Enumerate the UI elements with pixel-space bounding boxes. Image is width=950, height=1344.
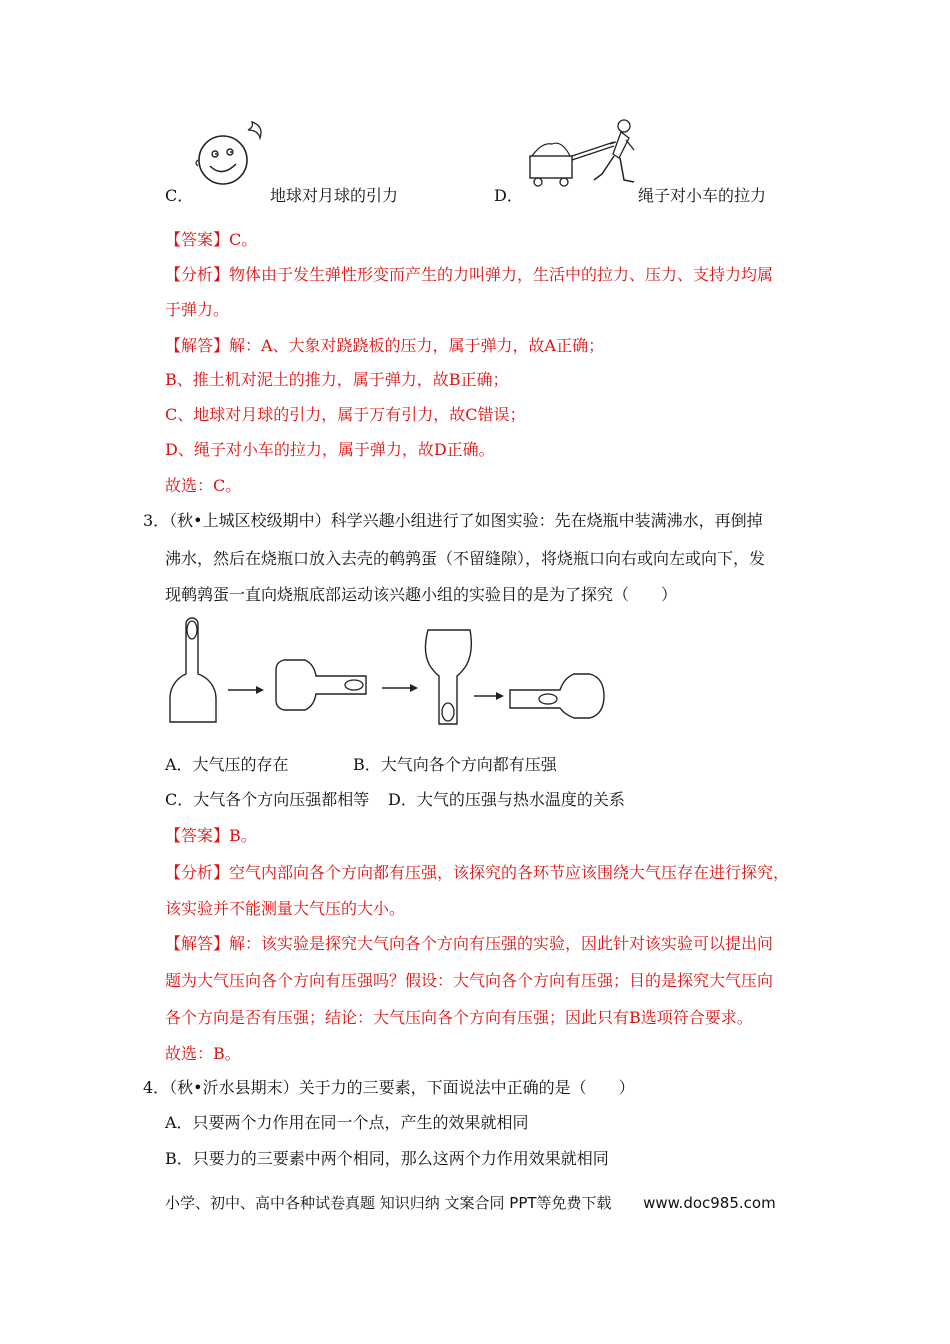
q2-solution-line: 故选：C。 [165,476,242,495]
q3-stem-line: 现鹌鹑蛋一直向烧瓶底部运动该兴趣小组的实验目的是为了探究（ ） [165,585,678,604]
q3-analysis-line: 该实验并不能测量大气压的大小。 [165,899,406,918]
option-c-text: 地球对月球的引力 [270,186,399,205]
q3-option-c: C．大气各个方向压强都相等 [165,790,370,809]
q3-option-b: B．大气向各个方向都有压强 [353,755,557,774]
q2-answer: 【答案】C。 [165,230,258,249]
q3-solution-line: 各个方向是否有压强；结论：大气压向各个方向有压强；因此只有B选项符合要求。 [165,1008,753,1027]
page-footer [165,1192,776,1213]
q3-analysis-line: 【分析】空气内部向各个方向都有压强，该探究的各环节应该围绕大气压存在进行探究， [165,863,790,882]
q3-option-a: A．大气压的存在 [165,755,289,774]
footer-text: 小学、初中、高中各种试卷真题 知识归纳 文案合同 PPT等免费下载 [165,1194,612,1212]
man-pulling-cart-illustration [526,116,646,191]
q4-stem: 4．（秋•沂水县期末）关于力的三要素，下面说法中正确的是（ ） [143,1078,635,1097]
option-c-letter: C． [165,186,194,205]
option-d-letter: D． [494,186,523,205]
flask-experiment-diagram [160,618,610,733]
q3-solution-line: 故选：B。 [165,1044,241,1063]
option-d-text: 绳子对小车的拉力 [638,186,767,205]
q4-option-b: B．只要力的三要素中两个相同，那么这两个力作用效果就相同 [165,1149,609,1168]
q2-solution-line: C、地球对月球的引力，属于万有引力，故C错误； [165,405,526,424]
earth-moon-illustration [190,116,270,191]
q3-answer: 【答案】B。 [165,826,257,845]
q2-analysis-line: 于弹力。 [165,300,230,319]
q3-stem-line: 沸水，然后在烧瓶口放入去壳的鹌鹑蛋（不留缝隙），将烧瓶口向右或向左或向下，发 [165,549,766,568]
q3-solution-line: 题为大气压向各个方向有压强吗？假设：大气向各个方向有压强；目的是探究大气压向 [165,971,774,990]
q3-option-d: D．大气的压强与热水温度的关系 [388,790,625,809]
q2-solution-line: 【解答】解：A、大象对跷跷板的压力，属于弹力，故A正确； [165,336,605,355]
q3-solution-line: 【解答】解：该实验是探究大气向各个方向有压强的实验，因此针对该实验可以提出问 [165,934,774,953]
q2-solution-line: B、推土机对泥土的推力，属于弹力，故B正确； [165,370,509,389]
q2-solution-line: D、绳子对小车的拉力，属于弹力，故D正确。 [165,440,495,459]
footer-url: www.doc985.com [643,1194,776,1212]
q2-analysis-line: 【分析】物体由于发生弹性形变而产生的力叫弹力，生活中的拉力、压力、支持力均属 [165,265,774,284]
q4-option-a: A．只要两个力作用在同一个点，产生的效果就相同 [165,1113,529,1132]
q3-stem-line: 3．（秋•上城区校级期中）科学兴趣小组进行了如图实验：先在烧瓶中装满沸水，再倒掉 [143,511,763,530]
